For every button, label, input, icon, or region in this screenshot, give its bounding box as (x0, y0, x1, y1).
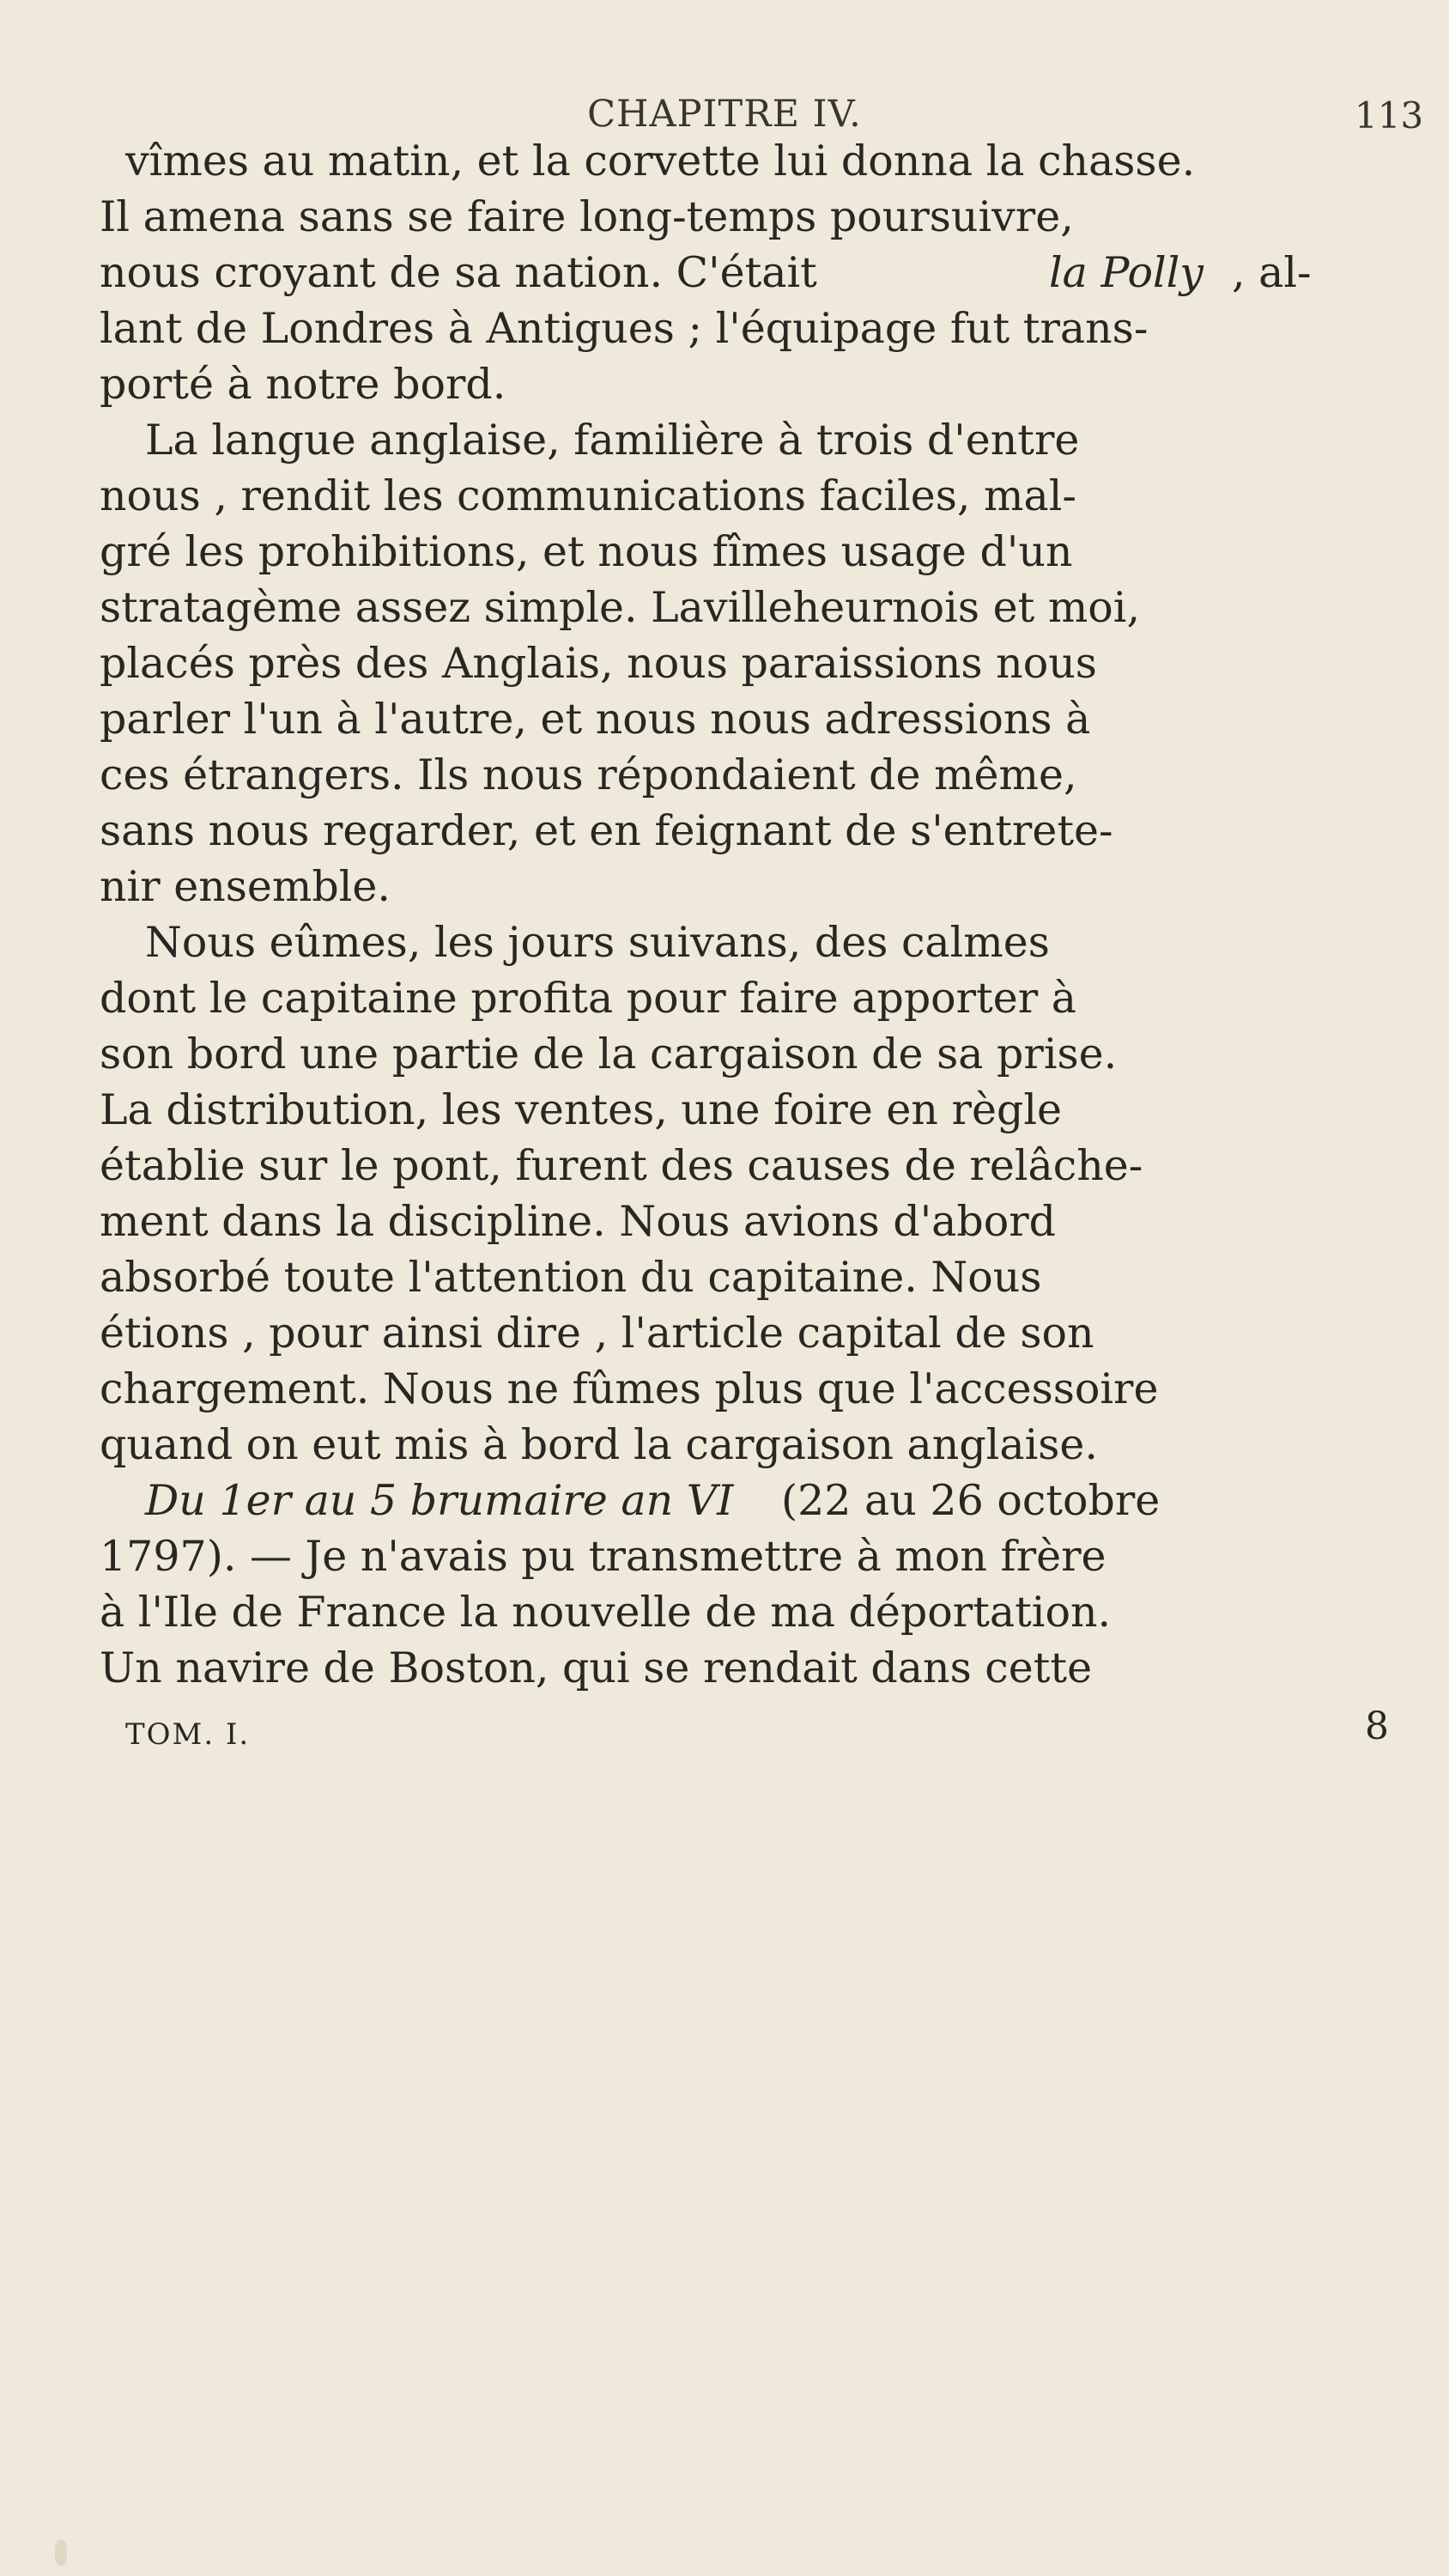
line-text: quand on eut mis à bord la cargaison anglaise. (100, 1420, 1098, 1469)
line-text: gré les prohibitions, et nous fîmes usage d'un (100, 527, 1073, 576)
line-text: , al- (1232, 248, 1312, 297)
page-number: 113 (1355, 94, 1424, 137)
line-text: nir ensemble. (100, 862, 391, 911)
line-text: porté à notre bord. (100, 360, 506, 409)
line-text: vîmes au matin, et la corvette lui donna la chasse. (125, 137, 1196, 185)
line-text: dont le capitaine profita pour faire apporter à (100, 974, 1077, 1023)
line-text: établie sur le pont, furent des causes de relâche- (100, 1141, 1143, 1190)
date-heading: Du 1er au 5 brumaire an VI (145, 1476, 734, 1525)
line-text: Nous eûmes, les jours suivans, des calmes (145, 918, 1050, 967)
signature-mark: TOM. I. (125, 1717, 251, 1752)
line-text: absorbé toute l'attention du capitaine. Nous (100, 1253, 1042, 1302)
line-text: Un navire de Boston, qui se rendait dans cette (100, 1643, 1093, 1692)
ship-name: la Polly (1049, 248, 1203, 297)
line-text: (22 au 26 octobre (781, 1476, 1161, 1525)
sheet-number: 8 (1365, 1704, 1391, 1748)
line-text: placés près des Anglais, nous paraissions nous (100, 639, 1097, 688)
line-text: La langue anglaise, familière à trois d'entre (145, 416, 1080, 465)
line-text: ment dans la discipline. Nous avions d'abord (100, 1197, 1057, 1246)
line-text: son bord une partie de la cargaison de sa prise. (100, 1030, 1118, 1078)
line-text: 1797). — Je n'avais pu transmettre à mon frère (100, 1532, 1106, 1581)
line-text: étions , pour ainsi dire , l'article capital de son (100, 1309, 1094, 1358)
line-text: lant de Londres à Antigues ; l'équipage fut trans- (100, 304, 1149, 353)
line-text: ces étrangers. Ils nous répondaient de même, (100, 750, 1077, 799)
paper-speck (55, 2540, 67, 2566)
line-text: parler l'un à l'autre, et nous nous adressions à (100, 695, 1091, 744)
line-text: sans nous regarder, et en feignant de s'entrete- (100, 806, 1113, 855)
line-text: chargement. Nous ne fûmes plus que l'accessoire (100, 1364, 1159, 1413)
line-text: à l'Ile de France la nouvelle de ma déportation. (100, 1588, 1112, 1637)
line-text: Il amena sans se faire long-temps poursuivre, (100, 192, 1074, 241)
line-text: nous croyant de sa nation. C'était (100, 248, 817, 297)
line-text: nous , rendit les communications faciles, mal- (100, 471, 1076, 520)
line-text: La distribution, les ventes, une foire en règle (100, 1085, 1062, 1134)
line-text: stratagème assez simple. Lavilleheurnois et moi, (100, 583, 1141, 632)
running-title: CHAPITRE IV. (587, 93, 862, 136)
